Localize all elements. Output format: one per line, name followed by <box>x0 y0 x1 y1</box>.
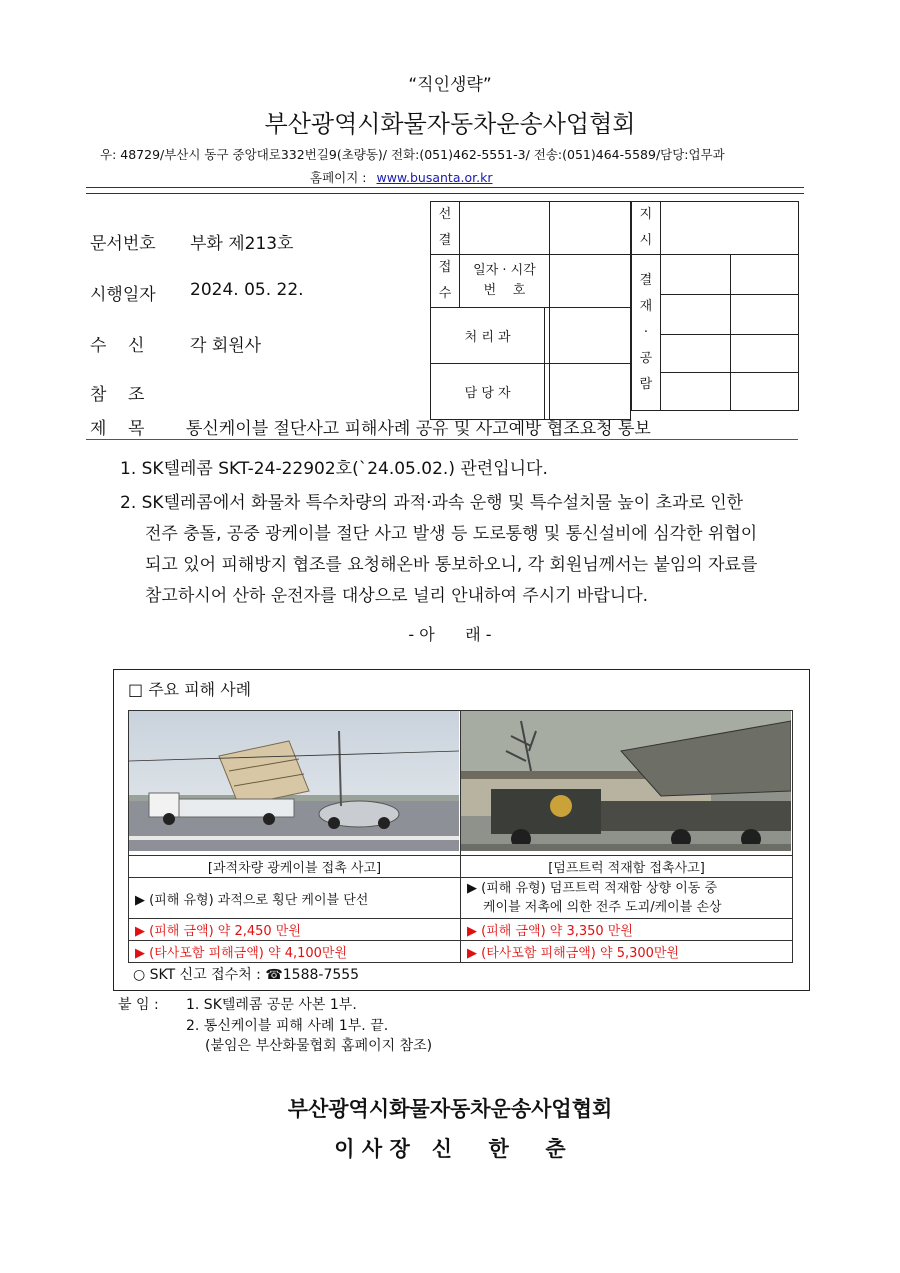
dot-char: · <box>643 324 648 340</box>
body-item-2-line: 참고하시어 산하 운전자를 대상으로 널리 안내하여 주시기 바랍니다. <box>145 586 649 606</box>
jae-char: 재 <box>639 298 653 314</box>
doc-no-label: 문서번호 <box>90 234 156 254</box>
date-label: 시행일자 <box>90 285 156 305</box>
cases-table <box>128 710 793 963</box>
su-char: 수 <box>438 286 452 301</box>
overloaded-truck-photo <box>129 711 459 851</box>
approval-blank-cell <box>660 255 730 295</box>
subject-divider <box>86 439 798 440</box>
photo-cell-right <box>461 711 793 856</box>
approval-blank-cell <box>550 308 631 364</box>
report-contact: ○ SKT 신고 접수처 : ☎1588-7555 <box>133 967 360 983</box>
total-damage-left: ▶ (타사포함 피해금액) 약 4,100만원 <box>129 941 461 963</box>
ji-char: 지 <box>639 207 653 222</box>
signer-name: 이 사 장 신 한 춘 <box>334 1137 566 1161</box>
approval-blank-cell <box>660 202 798 255</box>
caption-right: [덤프트럭 적재함 접촉사고] <box>461 856 793 878</box>
header-divider <box>86 187 804 194</box>
approval-blank-cell <box>460 202 550 255</box>
jeop-char: 접 <box>438 260 452 275</box>
approval-jeopsu-cell <box>431 255 460 308</box>
approval-grid-left <box>430 201 631 420</box>
cases-heading: □ 주요 피해 사례 <box>128 680 252 699</box>
caption-left: [과적차량 광케이블 접촉 사고] <box>129 856 461 878</box>
recipient-label: 수 신 <box>90 336 145 356</box>
approval-blank-cell <box>660 373 730 411</box>
damage-type-right <box>461 878 793 919</box>
address-line: 우: 48729/부산시 동구 중앙대로332번길9(초량동)/ 전화:(051)462-5551-3/ 전송:(051)464-5589/담당:업무과 <box>100 147 725 162</box>
footer-org: 부산광역시화물자동차운송사업협회 <box>287 1097 613 1121</box>
kyeol-char: 결 <box>639 272 653 288</box>
subject-label: 제 목 <box>90 419 145 439</box>
body-item-2-line: 2. SK텔레콤에서 화물차 특수차량의 과적·과속 운행 및 특수설치물 높이 초과로 인한 <box>120 493 744 513</box>
body-item-1: 1. SK텔레콤 SKT-24-22902호(`24.05.02.) 관련입니다. <box>120 459 548 479</box>
damage-type-left: ▶ (피해 유형) 과적으로 횡단 케이블 단선 <box>129 878 461 919</box>
body-item-2 <box>120 488 810 612</box>
gong-char: 공 <box>639 350 653 366</box>
approval-jisi-cell <box>632 202 661 255</box>
approval-blank-cell <box>730 295 798 335</box>
attachment-note: (붙임은 부산화물협회 홈페이지 참조) <box>205 1038 433 1054</box>
org-title: 부산광역시화물자동차운송사업협회 <box>264 110 636 138</box>
body-item-2-line: 전주 충돌, 공중 광케이블 절단 사고 발생 등 도로통행 및 통신설비에 심각한 위협이 <box>145 524 758 544</box>
approval-blank-cell <box>550 202 631 255</box>
homepage-label: 홈페이지 : <box>310 170 367 185</box>
damage-type-right-line: 케이블 저촉에 의한 전주 도괴/케이블 손상 <box>483 900 722 915</box>
dump-truck-photo <box>461 711 791 851</box>
date-value: 2024. 05. 22. <box>190 280 304 300</box>
doc-no-value: 부화 제213호 <box>190 234 294 254</box>
approval-blank-cell <box>730 255 798 295</box>
damage-type-right-line: ▶ (피해 유형) 덤프트럭 적재함 상향 이동 중 <box>467 881 717 896</box>
homepage-link[interactable]: www.busanta.or.kr <box>376 170 493 185</box>
seon-char: 선 <box>438 207 452 222</box>
damage-amount-left: ▶ (피해 금액) 약 2,450 만원 <box>129 919 461 941</box>
body-item-2-line: 되고 있어 피해방지 협조를 요청해온바 통보하오니, 각 회원님께서는 붙임의 자료를 <box>145 555 758 575</box>
subject-value: 통신케이블 절단사고 피해사례 공유 및 사고예방 협조요청 통보 <box>186 419 651 439</box>
approval-blank-cell <box>660 335 730 373</box>
homepage-line <box>310 168 492 186</box>
si-char: 시 <box>639 233 653 248</box>
below-heading: - 아 래 - <box>408 625 492 644</box>
approval-blank-cell <box>660 295 730 335</box>
approval-blank-cell <box>730 335 798 373</box>
date-time-label: 일자 · 시각 <box>473 263 536 278</box>
attachment-1: 1. SK텔레콤 공문 사본 1부. <box>186 997 357 1013</box>
damage-amount-right: ▶ (피해 금액) 약 3,350 만원 <box>461 919 793 941</box>
approval-grid-right <box>631 201 799 411</box>
attachment-label: 붙 임 : <box>118 997 159 1013</box>
approval-blank-cell <box>550 255 631 308</box>
total-damage-right: ▶ (타사포함 피해금액) 약 5,300만원 <box>461 941 793 963</box>
ref-label: 참 조 <box>90 385 145 405</box>
processing-dept-label: 처 리 과 <box>431 308 545 364</box>
stamp-omitted-note: “직인생략” <box>408 75 492 95</box>
date-number-cell <box>460 255 550 308</box>
attachment-2: 2. 통신케이블 피해 사례 1부. 끝. <box>186 1018 389 1034</box>
gyeol-char: 결 <box>438 233 452 248</box>
approval-blank-cell <box>730 373 798 411</box>
approval-blank-cell <box>550 364 631 420</box>
ram-char: 람 <box>639 376 653 392</box>
approval-kyeoljae-cell <box>632 255 661 411</box>
number-label: 번 호 <box>483 283 526 298</box>
person-in-charge-label: 담 당 자 <box>431 364 545 420</box>
recipient-value: 각 회원사 <box>190 336 262 356</box>
approval-seon-cell <box>431 202 460 255</box>
photo-cell-left <box>129 711 461 856</box>
